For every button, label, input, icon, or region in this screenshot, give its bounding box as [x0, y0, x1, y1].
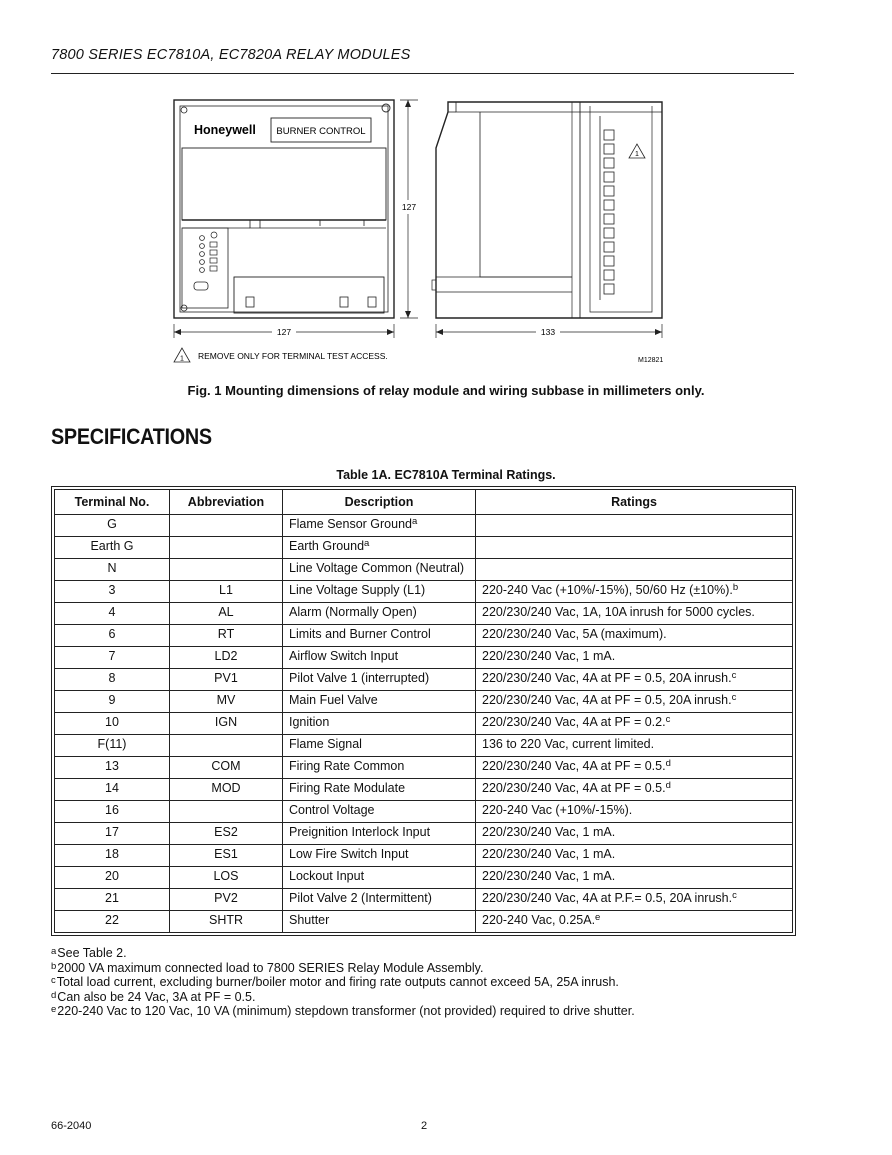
footnote-ref: a	[411, 516, 418, 527]
dim-height: 127	[401, 202, 417, 212]
footnote-mark: c	[51, 975, 56, 987]
cell-rating	[476, 823, 793, 845]
cell-terminal	[55, 911, 170, 933]
cell-rating	[476, 867, 793, 889]
cell-description-text: Shutter	[289, 913, 330, 927]
cell-rating	[476, 669, 793, 691]
table-row	[55, 801, 793, 823]
cell-abbreviation-text: SHTR	[208, 913, 244, 927]
cell-terminal	[55, 691, 170, 713]
cell-rating-text: 220/230/240 Vac, 4A at PF = 0.5, 20A inrush.	[482, 693, 732, 707]
cell-rating-text: 220/230/240 Vac, 4A at PF = 0.5, 20A inrush.	[482, 671, 732, 685]
table-footnotes	[51, 946, 635, 1019]
cell-terminal	[55, 625, 170, 647]
footnote-ref: d	[665, 780, 671, 791]
cell-abbreviation-text: MV	[216, 693, 236, 707]
cell-terminal	[55, 801, 170, 823]
cell-terminal	[55, 603, 170, 625]
table-row	[55, 559, 793, 581]
cell-terminal	[55, 559, 170, 581]
cell-terminal	[55, 889, 170, 911]
cell-abbreviation-text: LOS	[213, 869, 239, 883]
cell-abbreviation-text: COM	[211, 759, 241, 773]
cell-abbreviation-text: ES1	[214, 847, 238, 861]
footnote-text: 220-240 Vac to 120 Vac, 10 VA (minimum) stepdown transformer (not provided) required to drive shutter.	[57, 1004, 635, 1019]
cell-abbreviation	[170, 801, 283, 823]
cell-rating	[476, 581, 793, 603]
table-row	[55, 537, 793, 559]
footnote-ref: b	[732, 582, 739, 593]
cell-terminal-text: 10	[105, 715, 119, 729]
footnote-ref: c	[732, 890, 737, 901]
cell-description-text: Pilot Valve 2 (Intermittent)	[289, 891, 432, 905]
footnote-text: See Table 2.	[57, 946, 127, 960]
cell-terminal-text: 14	[105, 781, 119, 795]
cell-description	[283, 823, 476, 845]
table-row	[55, 779, 793, 801]
cell-abbreviation	[170, 713, 283, 735]
col-header-abbreviation: Abbreviation	[170, 490, 283, 515]
cell-description	[283, 647, 476, 669]
cell-description-text: Limits and Burner Control	[289, 627, 431, 641]
cell-rating-text: 220-240 Vac, 0.25A.	[482, 913, 596, 927]
table-row	[55, 647, 793, 669]
cell-description	[283, 801, 476, 823]
cell-rating-text: 220-240 Vac (+10%/-15%).	[482, 803, 633, 817]
cell-abbreviation-text: PV2	[214, 891, 238, 905]
brand-logo: Honeywell	[194, 123, 256, 137]
footnote-ref: d	[665, 758, 671, 769]
unit-label: BURNER CONTROL	[276, 126, 366, 137]
cell-terminal	[55, 757, 170, 779]
cell-rating	[476, 889, 793, 911]
mounting-dimensions-figure	[160, 92, 680, 372]
cell-abbreviation	[170, 603, 283, 625]
cell-rating	[476, 691, 793, 713]
section-title: SPECIFICATIONS	[51, 424, 212, 449]
side-view-outline	[436, 102, 662, 318]
table-row	[55, 625, 793, 647]
cell-abbreviation	[170, 537, 283, 559]
cell-terminal-text: F(11)	[97, 737, 127, 751]
cell-rating-text: 220/230/240 Vac, 5A (maximum).	[482, 627, 667, 641]
cell-description-text: Ignition	[289, 715, 330, 729]
cell-description	[283, 603, 476, 625]
cell-description-text: Control Voltage	[289, 803, 375, 817]
cell-description-text: Flame Signal	[289, 737, 362, 751]
table-row	[55, 911, 793, 933]
table-header-row	[55, 490, 793, 515]
cell-rating	[476, 515, 793, 537]
table-row	[55, 603, 793, 625]
cell-rating-text: 220/230/240 Vac, 4A at P.F.= 0.5, 20A inrush.	[482, 891, 733, 905]
running-header: 7800 SERIES EC7810A, EC7820A RELAY MODULES	[51, 47, 411, 63]
cell-description	[283, 581, 476, 603]
cell-description-text: Firing Rate Common	[289, 759, 405, 773]
cell-terminal	[55, 581, 170, 603]
footnote-ref: c	[731, 692, 737, 703]
cell-rating	[476, 603, 793, 625]
cell-terminal-text: G	[107, 517, 117, 531]
cell-description	[283, 515, 476, 537]
cell-terminal-text: 18	[105, 847, 119, 861]
cell-description-text: Line Voltage Common (Neutral)	[289, 561, 465, 575]
cell-description-text: Alarm (Normally Open)	[289, 605, 417, 619]
table-row	[55, 735, 793, 757]
table-row	[55, 669, 793, 691]
cell-abbreviation	[170, 735, 283, 757]
cell-rating-text: 220/230/240 Vac, 1A, 10A inrush for 5000 cycles.	[482, 605, 755, 619]
cell-terminal-text: 4	[108, 605, 116, 619]
dim-width-front: 127	[276, 327, 292, 337]
cell-terminal-text: 20	[105, 869, 119, 883]
cell-rating-text: 220/230/240 Vac, 1 mA.	[482, 869, 616, 883]
cell-description-text: Low Fire Switch Input	[289, 847, 409, 861]
cell-abbreviation	[170, 911, 283, 933]
cell-terminal-text: 16	[105, 803, 119, 817]
cell-description	[283, 779, 476, 801]
table-row	[55, 867, 793, 889]
cell-terminal-text: 9	[108, 693, 116, 707]
page-number: 2	[421, 1120, 428, 1132]
cell-terminal	[55, 845, 170, 867]
col-header-terminal: Terminal No.	[55, 490, 170, 515]
cell-rating	[476, 537, 793, 559]
cell-terminal-text: 3	[108, 583, 116, 597]
cell-description-text: Main Fuel Valve	[289, 693, 378, 707]
cell-abbreviation-text: PV1	[214, 671, 238, 685]
col-header-ratings: Ratings	[476, 490, 793, 515]
table-row	[55, 515, 793, 537]
cell-description-text: Preignition Interlock Input	[289, 825, 431, 839]
cell-description	[283, 735, 476, 757]
table-title: Table 1A. EC7810A Terminal Ratings.	[336, 468, 556, 482]
cell-rating	[476, 713, 793, 735]
warning-mark-side: 1	[635, 151, 639, 158]
cell-rating-text: 220/230/240 Vac, 1 mA.	[482, 847, 616, 861]
cell-rating	[476, 757, 793, 779]
table-row	[55, 757, 793, 779]
figure-id: M12821	[638, 357, 664, 364]
cell-terminal-text: Earth G	[90, 539, 134, 553]
footnote-ref: c	[731, 670, 737, 681]
cell-description-text: Pilot Valve 1 (interrupted)	[289, 671, 430, 685]
cell-rating	[476, 911, 793, 933]
warning-text: REMOVE ONLY FOR TERMINAL TEST ACCESS.	[198, 351, 388, 361]
cell-terminal-text: 6	[108, 627, 116, 641]
cell-description	[283, 867, 476, 889]
footnote-text: Can also be 24 Vac, 3A at PF = 0.5.	[57, 989, 256, 1004]
terminal-ratings-table	[54, 489, 793, 933]
document-number: 66-2040	[51, 1120, 92, 1132]
cell-rating	[476, 845, 793, 867]
cell-description	[283, 845, 476, 867]
cell-rating-text: 220/230/240 Vac, 1 mA.	[482, 649, 616, 663]
cell-description	[283, 537, 476, 559]
cell-abbreviation-text: ES2	[214, 825, 238, 839]
cell-rating	[476, 559, 793, 581]
cell-description-text: Line Voltage Supply (L1)	[289, 583, 426, 597]
footnote	[51, 946, 635, 961]
warning-mark: 1	[180, 355, 184, 363]
table-row	[55, 713, 793, 735]
footnote	[51, 1004, 635, 1019]
cell-terminal	[55, 867, 170, 889]
footnote-mark: e	[51, 1004, 57, 1016]
cell-rating	[476, 779, 793, 801]
footnote-ref: a	[364, 538, 370, 549]
cell-abbreviation	[170, 515, 283, 537]
footnote-ref: e	[595, 912, 601, 923]
cell-terminal	[55, 537, 170, 559]
cell-abbreviation	[170, 867, 283, 889]
cell-rating-text: 220-240 Vac (+10%/-15%), 50/60 Hz (±10%).	[482, 583, 733, 597]
cell-abbreviation	[170, 889, 283, 911]
footnote-text: 2000 VA maximum connected load to 7800 SERIES Relay Module Assembly.	[57, 960, 484, 975]
cell-abbreviation	[170, 647, 283, 669]
cell-terminal-text: 8	[108, 671, 116, 685]
figure-caption: Fig. 1 Mounting dimensions of relay module and wiring subbase in millimeters only.	[187, 383, 705, 398]
cell-rating	[476, 647, 793, 669]
cell-abbreviation-text: IGN	[214, 715, 238, 729]
cell-terminal	[55, 647, 170, 669]
cell-terminal-text: 17	[105, 825, 119, 839]
cell-description	[283, 625, 476, 647]
cell-description-text: Flame Sensor Ground	[289, 517, 412, 531]
cell-abbreviation	[170, 581, 283, 603]
cell-terminal	[55, 713, 170, 735]
cell-terminal	[55, 735, 170, 757]
cell-description	[283, 713, 476, 735]
cell-rating-text: 220/230/240 Vac, 1 mA.	[482, 825, 616, 839]
table-row	[55, 823, 793, 845]
footnote	[51, 990, 635, 1005]
cell-description	[283, 691, 476, 713]
cell-abbreviation	[170, 625, 283, 647]
table-row	[55, 889, 793, 911]
footnote-mark: a	[51, 946, 57, 957]
cell-rating-text: 220/230/240 Vac, 4A at PF = 0.2.	[482, 715, 666, 729]
cell-terminal-text: N	[107, 561, 117, 575]
cell-abbreviation-text: AL	[218, 605, 234, 619]
col-header-description: Description	[283, 490, 476, 515]
cell-description-text: Firing Rate Modulate	[289, 781, 406, 795]
footnote	[51, 975, 635, 990]
table-row	[55, 691, 793, 713]
cell-abbreviation-text: MOD	[211, 781, 241, 795]
dim-depth: 133	[540, 327, 556, 337]
cell-abbreviation-text: LD2	[214, 649, 238, 663]
cell-abbreviation	[170, 845, 283, 867]
cell-terminal	[55, 779, 170, 801]
header-rule	[51, 73, 794, 74]
table-row	[55, 581, 793, 603]
cell-rating	[476, 801, 793, 823]
cell-terminal-text: 13	[105, 759, 119, 773]
cell-terminal-text: 21	[105, 891, 119, 905]
terminal-ratings-table-frame	[51, 486, 796, 936]
cell-rating	[476, 625, 793, 647]
cell-terminal	[55, 669, 170, 691]
cell-abbreviation	[170, 691, 283, 713]
cell-description-text: Earth Ground	[289, 539, 365, 553]
cell-abbreviation-text: L1	[219, 583, 233, 597]
cell-rating	[476, 735, 793, 757]
table-row	[55, 845, 793, 867]
cell-description	[283, 889, 476, 911]
footnote-mark: d	[51, 989, 57, 1001]
footnote-mark: b	[51, 960, 57, 972]
cell-abbreviation	[170, 559, 283, 581]
cell-description	[283, 669, 476, 691]
cell-abbreviation	[170, 669, 283, 691]
cell-description	[283, 757, 476, 779]
cell-description	[283, 559, 476, 581]
footnote-text: Total load current, excluding burner/boiler motor and firing rate outputs cannot exceed 5A, 25A inrush.	[56, 975, 619, 990]
cell-terminal-text: 7	[108, 649, 116, 663]
cell-terminal	[55, 823, 170, 845]
cell-terminal	[55, 515, 170, 537]
cell-rating-text: 220/230/240 Vac, 4A at PF = 0.5.	[482, 781, 666, 795]
cell-abbreviation-text: RT	[217, 627, 235, 641]
cell-rating-text: 136 to 220 Vac, current limited.	[482, 737, 655, 751]
footnote	[51, 961, 635, 976]
cell-description-text: Airflow Switch Input	[289, 649, 399, 663]
cell-abbreviation	[170, 757, 283, 779]
cell-terminal-text: 22	[105, 913, 119, 927]
footnote-ref: c	[665, 714, 671, 725]
cell-abbreviation	[170, 779, 283, 801]
cell-abbreviation	[170, 823, 283, 845]
cell-description	[283, 911, 476, 933]
cell-description-text: Lockout Input	[289, 869, 365, 883]
cell-rating-text: 220/230/240 Vac, 4A at PF = 0.5.	[482, 759, 666, 773]
